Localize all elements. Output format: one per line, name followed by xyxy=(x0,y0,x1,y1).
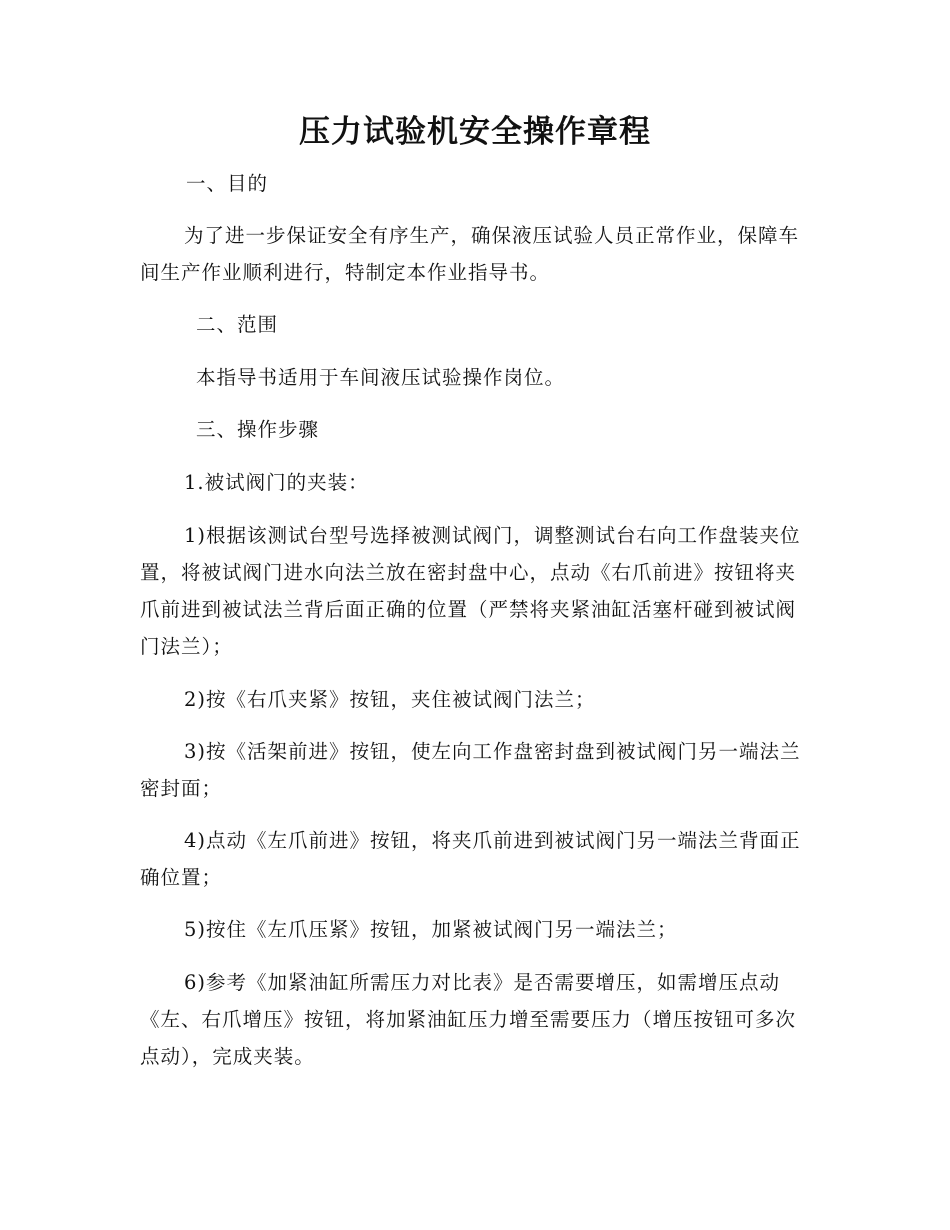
section-heading-steps: 三、操作步骤 xyxy=(196,418,320,441)
step-item-4: 4)点动《左爪前进》按钮，将夹爪前进到被试阀门另一端法兰背面正确位置； xyxy=(140,829,801,889)
section-heading-scope: 二、范围 xyxy=(196,313,279,336)
document-title: 压力试验机安全操作章程 xyxy=(299,114,651,150)
paragraph-scope: 本指导书适用于车间液压试验操作岗位。 xyxy=(196,366,566,389)
paragraph-purpose: 为了进一步保证安全有序生产，确保液压试验人员正常作业，保障车间生产作业顺利进行，特制定本作业指导书。 xyxy=(140,224,800,284)
step-item-6: 6)参考《加紧油缸所需压力对比表》是否需要增压，如需增压点动《左、右爪增压》按钮，将加紧油缸压力增至需要压力（增压按钮可多次点动），完成夹装。 xyxy=(140,971,797,1068)
step-heading-clamping: 1.被试阀门的夹装： xyxy=(184,471,369,494)
step-item-3: 3)按《活架前进》按钮，使左向工作盘密封盘到被试阀门另一端法兰密封面； xyxy=(140,740,801,800)
step-item-5: 5)按住《左爪压紧》按钮，加紧被试阀门另一端法兰； xyxy=(184,918,678,941)
step-item-1: 1)根据该测试台型号选择被测试阀门，调整测试台右向工作盘装夹位置，将被试阀门进水向法兰放在密封盘中心，点动《右爪前进》按钮将夹爪前进到被试法兰背后面正确的位置（严禁将夹紧油缸活塞杆碰到被试阀门法兰）； xyxy=(140,524,801,658)
step-item-2: 2)按《右爪夹紧》按钮，夹住被试阀门法兰； xyxy=(184,688,596,711)
section-heading-purpose: 一、目的 xyxy=(186,172,269,195)
